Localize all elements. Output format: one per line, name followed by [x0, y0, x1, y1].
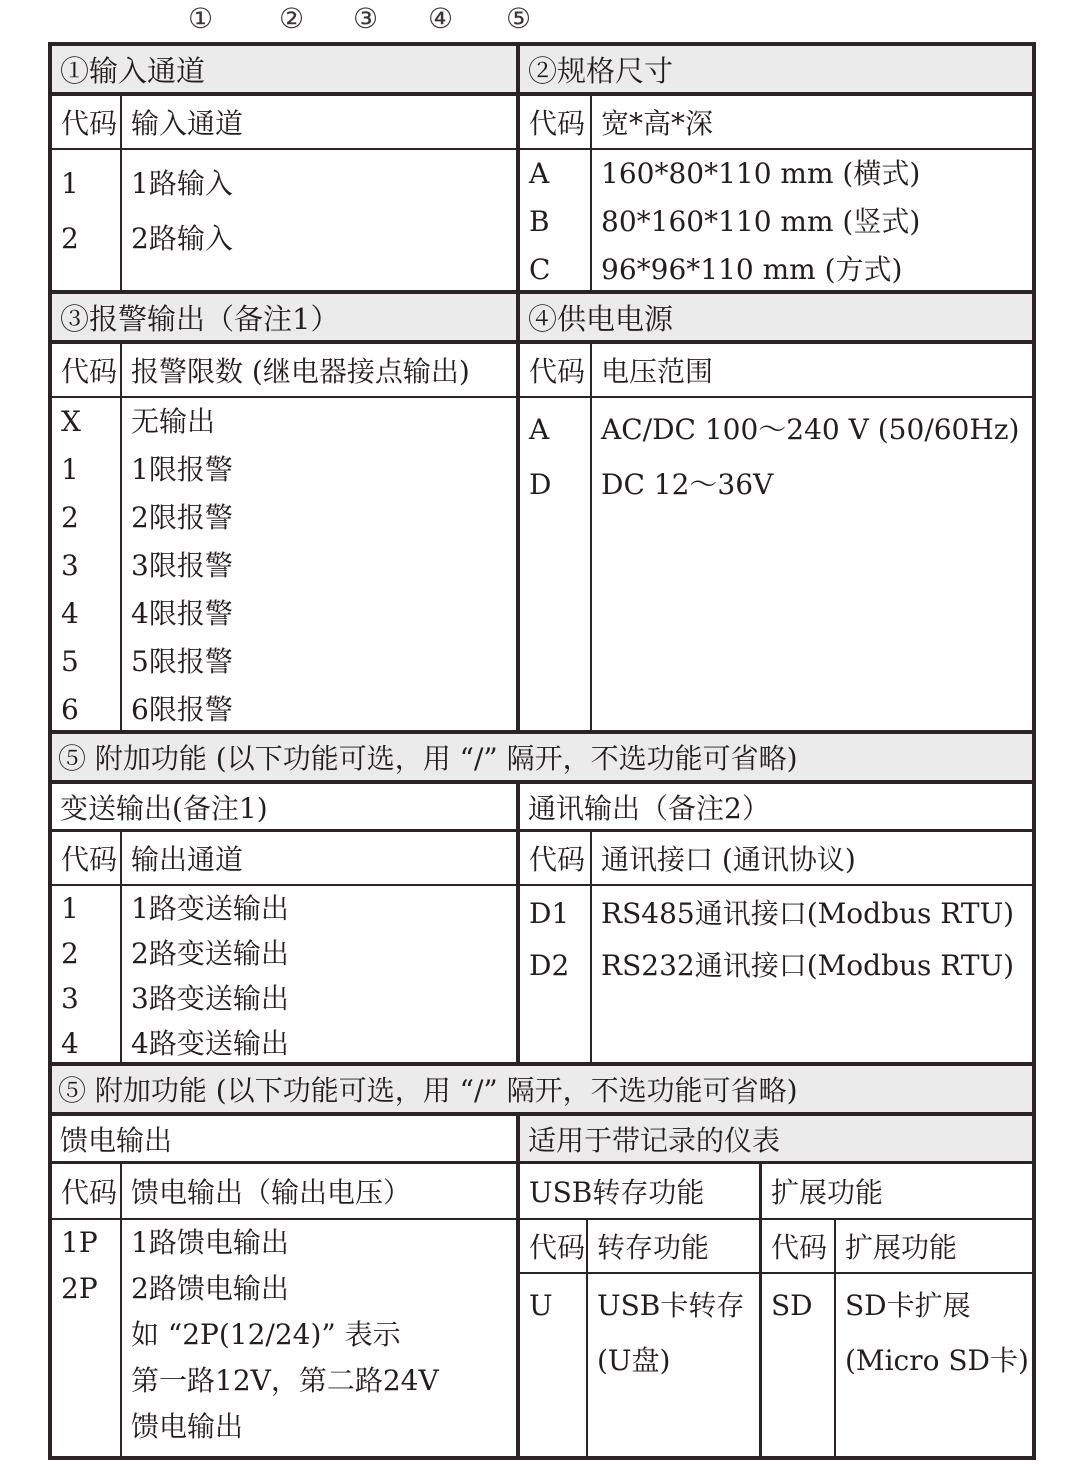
output-channel-header: 输出通道: [131, 843, 244, 876]
size-body: [520, 150, 1032, 290]
table-row: [52, 1116, 1032, 1164]
code-column-header: 代码: [52, 344, 122, 396]
cell-text: 4限报警: [131, 597, 233, 630]
comm-header: [520, 832, 1032, 884]
sd-body-row: [762, 1274, 1032, 1456]
cell-text: DC 12～36V: [601, 468, 774, 501]
code-value: X: [61, 405, 81, 438]
cell-text: RS485通讯接口(Modbus RTU): [601, 897, 1015, 930]
cell-text: RS232通讯接口(Modbus RTU): [601, 949, 1015, 982]
input-header: [52, 96, 520, 148]
section-alarm-title-cell: [52, 294, 520, 340]
cell-text: 馈电输出: [131, 1410, 244, 1443]
comm-title-cell: [520, 784, 1032, 829]
code-value: 6: [61, 693, 79, 726]
power-header: [520, 344, 1032, 396]
code-value: 1P: [61, 1226, 98, 1259]
code-value: 2P: [61, 1272, 98, 1305]
comm-body: [520, 886, 1032, 1062]
code-column-header: 代码: [520, 96, 592, 148]
table-row: [52, 294, 1032, 344]
cell-text: SD卡扩展: [845, 1289, 971, 1322]
usb-function-header: 转存功能: [597, 1231, 710, 1264]
cell-text: 4路变送输出: [131, 1027, 289, 1060]
code-value: 3: [61, 982, 79, 1015]
table-row: [52, 150, 1032, 294]
code-value: 4: [61, 1027, 79, 1060]
code-value: 3: [61, 549, 79, 582]
cell-text: AC/DC 100～240 V (50/60Hz): [601, 413, 1020, 446]
input-channel-header: 输入通道: [131, 107, 244, 140]
code-value: 2: [61, 222, 79, 255]
cell-text: 5限报警: [131, 645, 233, 678]
transmit-title: 变送输出(备注1): [60, 791, 268, 825]
cell-text: (U盘): [597, 1344, 671, 1377]
position-code-1: ①: [188, 2, 214, 35]
code-value: C: [529, 253, 551, 286]
table-row: [52, 734, 1032, 784]
cell-text: 如 “2P(12/24)” 表示: [131, 1318, 401, 1351]
cell-text: 3路变送输出: [131, 982, 289, 1015]
code-column-header: 代码: [762, 1220, 836, 1272]
addon-banner-1: ⑤ 附加功能 (以下功能可选，用 “/” 隔开，不选功能可省略): [58, 742, 798, 775]
section-size-title-cell: [520, 46, 1032, 92]
section-power-title-cell: [520, 294, 1032, 340]
power-body: [520, 398, 1032, 730]
feed-output-header: 馈电输出（输出电压）: [131, 1176, 412, 1209]
code-value: A: [529, 157, 550, 190]
power-codes: [520, 398, 592, 730]
code-value: 2: [61, 501, 79, 534]
cell-text: 1路输入: [131, 167, 233, 200]
comm-descs: [592, 886, 1032, 1062]
section-power-title: ④供电电源: [528, 301, 674, 336]
code-value: 1: [61, 167, 79, 200]
comm-title: 通讯输出（备注2）: [528, 791, 770, 825]
usb-desc: [588, 1274, 759, 1456]
section-input-title-cell: [52, 46, 520, 92]
table-row: [52, 1164, 1032, 1220]
cell-text: 2路馈电输出: [131, 1272, 289, 1305]
position-code-3: ③: [353, 2, 379, 35]
cell-text: 1限报警: [131, 453, 233, 486]
alarm-descs: [122, 398, 516, 730]
record-title: 适用于带记录的仪表: [528, 1123, 781, 1157]
record-title-cell: [520, 1116, 1032, 1161]
code-column-header: 代码: [520, 344, 592, 396]
sd-desc: [836, 1274, 1032, 1456]
alarm-limit-header: 报警限数 (继电器接点输出): [131, 355, 470, 388]
usb-code: [520, 1274, 588, 1456]
code-value: D1: [529, 897, 570, 930]
usb-body-row: [520, 1274, 759, 1456]
sd-subtable: [762, 1220, 1032, 1456]
table-row: [52, 886, 1032, 1066]
input-body: [52, 150, 520, 290]
alarm-codes: [52, 398, 122, 730]
cell-text: 96*96*110 mm (方式): [601, 253, 903, 286]
usb-header-row: [520, 1220, 759, 1274]
table-row: [52, 96, 1032, 150]
cell-text: 无输出: [131, 405, 216, 438]
code-column-header: 代码: [520, 832, 592, 884]
code-column-header: 代码: [520, 1220, 588, 1272]
cell-text: 2路变送输出: [131, 937, 289, 970]
table-row: [52, 46, 1032, 96]
size-header: [520, 96, 1032, 148]
cell-text: 160*80*110 mm (横式): [601, 157, 921, 190]
section-size-title: ②规格尺寸: [528, 53, 674, 88]
table-row: [52, 1066, 1032, 1116]
sd-header-row: [762, 1220, 1032, 1274]
record-subtitles: [520, 1164, 1032, 1218]
size-column-header: 宽*高*深: [601, 107, 714, 140]
cell-text: 3限报警: [131, 549, 233, 582]
comm-interface-header: 通讯接口 (通讯协议): [601, 843, 856, 876]
table-row: [52, 398, 1032, 734]
position-code-2: ②: [279, 2, 305, 35]
sd-code: [762, 1274, 836, 1456]
cell-text: 2限报警: [131, 501, 233, 534]
transmit-descs: [122, 886, 516, 1062]
code-column-header: 代码: [52, 832, 122, 884]
transmit-header: [52, 832, 520, 884]
cell-text: 第一路12V，第二路24V: [131, 1364, 439, 1397]
section-input-title: ①输入通道: [60, 53, 206, 88]
cell-text: (Micro SD卡): [845, 1344, 1029, 1377]
table-row: [52, 344, 1032, 398]
feed-descs: [122, 1220, 516, 1456]
position-code-4: ④: [428, 2, 454, 35]
cell-text: 80*160*110 mm (竖式): [601, 205, 921, 238]
alarm-body: [52, 398, 520, 730]
code-value: 2: [61, 937, 79, 970]
record-body: [520, 1220, 1032, 1456]
feed-title: 馈电输出: [60, 1123, 173, 1157]
table-row: [52, 1220, 1032, 1456]
size-codes: [520, 150, 592, 290]
code-value: U: [529, 1289, 553, 1322]
feed-header: [52, 1164, 520, 1218]
code-value: D: [529, 468, 552, 501]
alarm-header: [52, 344, 520, 396]
code-value: D2: [529, 949, 570, 982]
section-alarm-title: ③报警输出（备注1）: [60, 301, 340, 336]
code-value: 1: [61, 453, 79, 486]
feed-codes: [52, 1220, 122, 1456]
power-descs: [592, 398, 1032, 730]
voltage-range-header: 电压范围: [601, 355, 714, 388]
usb-subtable: [520, 1220, 762, 1456]
sd-function-header: 扩展功能: [845, 1231, 958, 1264]
code-value: B: [529, 205, 550, 238]
position-code-5: ⑤: [506, 2, 532, 35]
code-value: A: [529, 413, 550, 446]
input-codes: [52, 150, 122, 290]
feed-body: [52, 1220, 520, 1456]
code-value: 4: [61, 597, 79, 630]
transmit-codes: [52, 886, 122, 1062]
size-descs: [592, 150, 1032, 290]
cell-text: USB卡转存: [597, 1289, 745, 1322]
code-column-header: 代码: [52, 1164, 122, 1218]
usb-subtitle: USB转存功能: [520, 1164, 762, 1218]
table-row: [52, 784, 1032, 832]
cell-text: 1路馈电输出: [131, 1226, 289, 1259]
transmit-title-cell: [52, 784, 520, 829]
addon-banner-2: ⑤ 附加功能 (以下功能可选，用 “/” 隔开，不选功能可省略): [58, 1074, 798, 1107]
cell-text: 2路输入: [131, 222, 233, 255]
sd-subtitle: 扩展功能: [771, 1176, 884, 1209]
code-value: SD: [771, 1289, 813, 1322]
transmit-body: [52, 886, 520, 1062]
cell-text: 1路变送输出: [131, 892, 289, 925]
ordering-code-table: [48, 42, 1036, 1460]
comm-codes: [520, 886, 592, 1062]
code-value: 1: [61, 892, 79, 925]
cell-text: 6限报警: [131, 693, 233, 726]
input-descs: [122, 150, 516, 290]
table-row: [52, 832, 1032, 886]
code-value: 5: [61, 645, 79, 678]
feed-title-cell: [52, 1116, 520, 1161]
code-column-header: 代码: [52, 96, 122, 148]
